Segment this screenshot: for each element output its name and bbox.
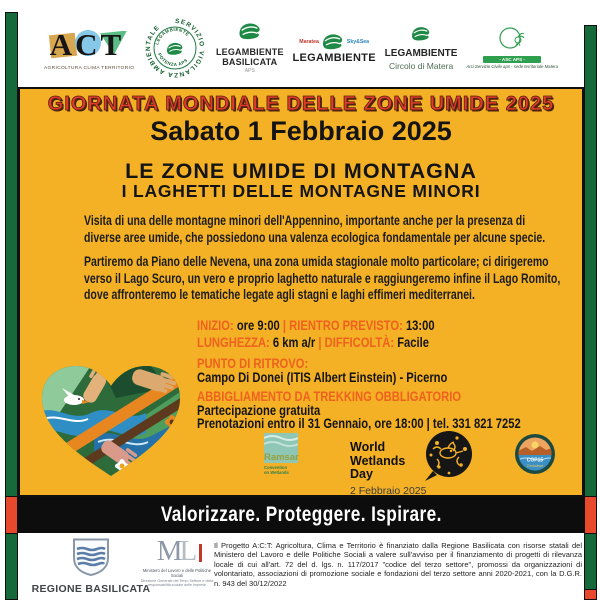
legambiente-aps: APS: [244, 68, 255, 74]
detail-ritrovo-label: PUNTO DI RITROVO:: [197, 355, 309, 371]
event-description-1: Visita di una delle montagne minori dell'Appennino, importante anche per la presenza di diverse aree umide, che possiedono una valenza ecologica fondamentale per alcune specie.: [84, 213, 546, 245]
act-letter-c: C: [75, 26, 101, 62]
tagline-band: [18, 497, 584, 533]
detail-ritrovo-value: Campo Di Donei (ITIS Albert Einstein) - Picerno: [197, 368, 448, 385]
wetlands-heart-illustration: [36, 358, 186, 483]
event-description-2: Partiremo da Piano delle Nevena, una zona umida stagionale molto particolare; ci dirigeremo verso il Lago Scuro, un vero e proprio laghetto naturale e raggiungeremo infine il Lago Romito, dove affronteremo le tematiche legate agli stagni e laghi effimeri mediterranei.: [84, 254, 561, 302]
maratea-logo-top: [292, 32, 375, 52]
event-date: Sabato 1 Febbraio 2025: [150, 116, 452, 146]
act-letter-a: A: [49, 26, 76, 62]
event-heading: LE ZONE UMIDE DI MONTAGNA: [125, 159, 477, 183]
ministry-name: Ministero del Lavoro e delle Politiche Sociali: [142, 568, 212, 578]
separator: |: [282, 317, 287, 333]
legambiente-matera-logo: [385, 25, 458, 71]
legambiente-name: LEGAMBIENTE: [384, 47, 458, 59]
circolo-matera-label: Circolo di Matera: [388, 60, 454, 71]
rientro-value: 13:00: [405, 317, 435, 333]
frame-segment: [584, 496, 597, 534]
asc-aps-logo: [466, 26, 558, 69]
stamp-inner-top-text: LEGAMBIENTE: [154, 26, 191, 45]
legambiente-emblem-icon: [321, 32, 345, 52]
ramsar-waves-icon: [264, 433, 298, 451]
cop15-logo: [514, 433, 556, 475]
ramsar-caption-1: Convention: [264, 465, 288, 470]
wwd-date: 2 Febbraio 2025: [350, 484, 427, 497]
asc-band-label: - ASC APS -: [483, 56, 541, 63]
skysea-label: Sky&Sea: [346, 38, 370, 45]
institutional-footer: [18, 535, 584, 600]
cop15-label: COP15: [526, 457, 544, 464]
stamp-ring-text: SERVIZIO VIGILANZA AMBIENTALE: [145, 17, 206, 78]
act-letters: [44, 25, 130, 64]
frame-segment: [5, 533, 18, 600]
poster-body: [18, 87, 584, 497]
asc-insect-icon: [497, 26, 527, 50]
stamp-inner-bottom-text: POTENZA APS: [157, 51, 189, 67]
basilicata-shield-icon: [69, 538, 113, 576]
wwd-kingfisher-emblem-icon: [423, 429, 475, 483]
legambiente-emblem-icon: [410, 25, 432, 43]
legambiente-name: LEGAMBIENTE: [215, 47, 284, 57]
tagline-text: Valorizzare. Proteggere. Ispirare.: [160, 503, 442, 526]
asc-caption: Arci Servizio Civile aps - sede territoriale Matera: [466, 64, 558, 69]
inizio-value: ore 9:00: [236, 317, 280, 333]
regione-basilicata-logo: [26, 538, 156, 595]
partner-logos-header: [18, 8, 584, 87]
ml-red-bar: [199, 544, 202, 562]
act-logo-art: [44, 25, 130, 65]
lunghezza-value: 6 km a/r: [272, 334, 316, 350]
legambiente-emblem-icon: [237, 21, 263, 42]
lunghezza-label: LUNGHEZZA:: [197, 334, 270, 350]
ramsar-logo-box: [264, 433, 298, 463]
ml-letter-l: L: [179, 535, 198, 567]
legambiente-name: LEGAMBIENTE: [292, 51, 376, 64]
ml-letter-m: M: [156, 535, 183, 567]
ministry-directorate: Direzione Generale del Terzo Settore e della responsabilità sociale delle imprese: [140, 579, 214, 588]
frame-segment: [584, 533, 597, 590]
rientro-label: RIENTRO PREVISTO:: [289, 317, 403, 333]
difficolta-label: DIFFICOLTÀ:: [324, 334, 395, 350]
cop15-country: Zimbabwe: [526, 464, 544, 468]
vigilanza-ambientale-stamp-logo: [143, 16, 207, 80]
ramsar-name: Ramsar: [264, 452, 299, 463]
legambiente-territory: BASILICATA: [222, 57, 278, 67]
inizio-label: INIZIO:: [197, 317, 234, 333]
act-logo: [44, 25, 134, 71]
act-letter-t: T: [100, 26, 125, 62]
separator: |: [318, 334, 322, 350]
frame-segment: [5, 12, 18, 497]
world-wetlands-day-logo: [350, 441, 428, 497]
legambiente-basilicata-logo: [216, 21, 284, 74]
act-caption: AGRICOLTURA CLIMA TERRITORIO: [44, 65, 135, 71]
frame-segment: [584, 25, 597, 497]
maratea-label: Maratea: [299, 38, 319, 45]
difficolta-value: Facile: [397, 334, 429, 350]
frame-segment: [584, 589, 597, 600]
ml-monogram: [140, 536, 214, 567]
detail-inizio-rientro: [197, 317, 565, 334]
detail-partecipazione: Partecipazione gratuita: [197, 401, 321, 418]
ramsar-logo: [264, 433, 304, 475]
funding-fineprint: Il Progetto A:C:T: Agricoltura, Clima e Territorio è finanziato dalla Regione Basilicata con risorse statali del Ministero del Lavoro e delle Politiche Sociali a valere sull'avviso per il finanziamento di progetti di rilevanza locale di cui all'art. 72 del d. lgs. n. 117/2017 "codice del terzo settore", promossi da organizzazioni di volontariato, associazioni di promozione sociale e fondazioni del terzo settore anni 2020-2021, con la D.G.R. n. 943 del 30/12/2022: [214, 541, 582, 588]
ministero-lavoro-logo: [140, 536, 214, 588]
event-details-block: [197, 317, 565, 431]
ramsar-caption-2: on Wetlands: [264, 470, 289, 475]
legambiente-maratea-logo: [292, 32, 375, 64]
detail-abbigliamento: ABBIGLIAMENTO DA TREKKING OBBLIGATORIO: [197, 388, 462, 404]
banner-title: GIORNATA MONDIALE DELLE ZONE UMIDE 2025: [47, 93, 555, 115]
frame-segment: [5, 496, 18, 534]
detail-lunghezza-difficolta: [197, 334, 565, 351]
wwd-line1: World: [350, 440, 386, 454]
regione-basilicata-label: REGIONE BASILICATA: [31, 583, 151, 595]
wwd-line2: Wetlands Day: [350, 453, 406, 481]
event-subheading: I LAGHETTI DELLE MONTAGNE MINORI: [121, 181, 481, 201]
detail-prenotazioni: Prenotazioni entro il 31 Gennaio, ore 18:00 | tel. 331 821 7252: [197, 415, 521, 431]
